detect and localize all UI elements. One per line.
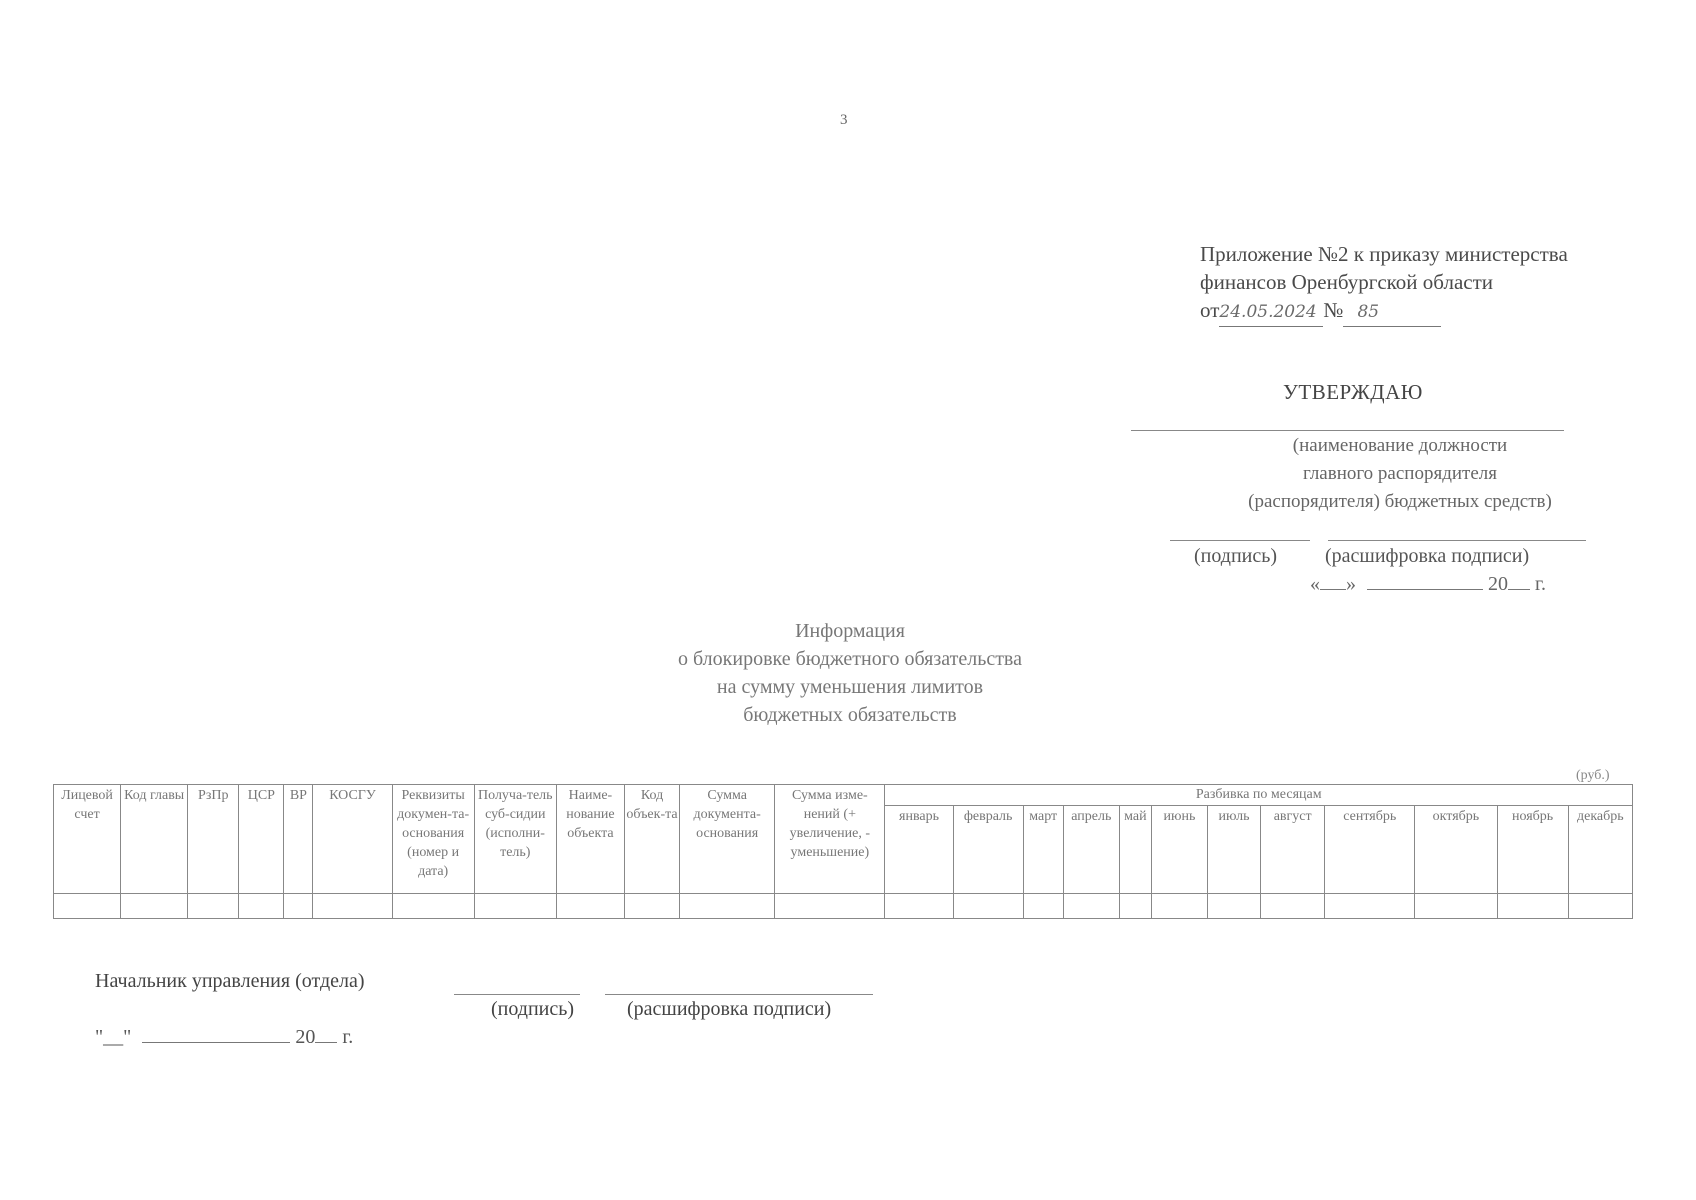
approval-date-suffix: г. bbox=[1535, 573, 1546, 595]
col-header-object-code: Код объек-та bbox=[624, 785, 679, 894]
approval-signature-decode-line bbox=[1328, 540, 1586, 541]
col-header-month: октябрь bbox=[1415, 806, 1497, 894]
approval-position-caption bbox=[1200, 432, 1600, 516]
table-cell bbox=[1261, 894, 1325, 919]
footer-date-quote: "__" bbox=[95, 1026, 132, 1048]
footer-year-blank bbox=[315, 1042, 337, 1043]
col-header-month: июль bbox=[1208, 806, 1261, 894]
document-title-line-1: Информация bbox=[795, 620, 905, 642]
approval-title: УТВЕРЖДАЮ bbox=[1283, 380, 1423, 404]
approval-month-blank bbox=[1367, 589, 1483, 590]
col-header-month: февраль bbox=[953, 806, 1023, 894]
table-cell bbox=[54, 894, 121, 919]
appendix-date-handwritten: 24.05.2024 bbox=[1219, 298, 1323, 327]
col-header-month: март bbox=[1023, 806, 1063, 894]
footer-signature-decode-label: (расшифровка подписи) bbox=[627, 998, 832, 1020]
footer-signature-label: (подпись) bbox=[491, 998, 575, 1020]
col-header-month: май bbox=[1119, 806, 1151, 894]
table-cell bbox=[953, 894, 1023, 919]
table-cell bbox=[1415, 894, 1497, 919]
appendix-date-line bbox=[1200, 296, 1568, 327]
col-header-vr: ВР bbox=[284, 785, 313, 894]
appendix-number-handwritten: 85 bbox=[1343, 298, 1441, 327]
table-cell bbox=[1023, 894, 1063, 919]
table-cell bbox=[1568, 894, 1632, 919]
table-cell bbox=[284, 894, 313, 919]
col-header-month: август bbox=[1261, 806, 1325, 894]
approval-date-open: « bbox=[1310, 573, 1320, 595]
table-header-row bbox=[54, 785, 1633, 806]
table-cell bbox=[121, 894, 188, 919]
table-cell bbox=[1151, 894, 1207, 919]
appendix-line-2: финансов Оренбургской области bbox=[1200, 270, 1493, 294]
table-cell bbox=[1325, 894, 1415, 919]
table-cell bbox=[239, 894, 284, 919]
table-cell bbox=[474, 894, 556, 919]
approval-signature-line bbox=[1170, 540, 1310, 541]
col-header-rzpr: РзПр bbox=[188, 785, 239, 894]
table-cell bbox=[1063, 894, 1119, 919]
footer-date-suffix: г. bbox=[342, 1026, 354, 1048]
document-title-line-3: на сумму уменьшения лимитов bbox=[716, 676, 984, 698]
approval-date bbox=[1310, 573, 1546, 596]
col-header-kosgu: КОСГУ bbox=[313, 785, 392, 894]
col-header-change-sum: Сумма изме-нений (+ увеличение, - уменьшение) bbox=[775, 785, 885, 894]
col-header-month: сентябрь bbox=[1325, 806, 1415, 894]
blocking-info-table bbox=[53, 784, 1633, 919]
approval-day-blank bbox=[1320, 589, 1346, 590]
col-header-account: Лицевой счет bbox=[54, 785, 121, 894]
table-cell bbox=[392, 894, 474, 919]
approval-date-year: 20 bbox=[1488, 573, 1508, 595]
approval-date-close: » bbox=[1346, 573, 1356, 595]
col-header-document-sum: Сумма документа-основания bbox=[680, 785, 775, 894]
document-title bbox=[600, 617, 1100, 729]
footer-date bbox=[95, 1026, 353, 1049]
approval-caption-line-1: (наименование должности bbox=[1292, 435, 1508, 456]
approval-position-line bbox=[1131, 430, 1564, 431]
approval-caption-line-2: главного распорядителя bbox=[1302, 463, 1498, 484]
table-cell bbox=[775, 894, 885, 919]
footer-month-blank bbox=[142, 1042, 290, 1043]
col-header-month-group: Разбивка по месяцам bbox=[885, 785, 1633, 806]
col-header-month: декабрь bbox=[1568, 806, 1632, 894]
col-header-csr: ЦСР bbox=[239, 785, 284, 894]
table-cell bbox=[1208, 894, 1261, 919]
document-title-line-2: о блокировке бюджетного обязательства bbox=[677, 648, 1022, 670]
appendix-block bbox=[1200, 240, 1568, 327]
table-cell bbox=[885, 894, 953, 919]
document-title-line-4: бюджетных обязательств bbox=[743, 704, 957, 726]
unit-label: (руб.) bbox=[1576, 768, 1610, 783]
col-header-month: ноябрь bbox=[1497, 806, 1568, 894]
col-header-month: январь bbox=[885, 806, 953, 894]
table-cell bbox=[313, 894, 392, 919]
approval-signature-decode-label: (расшифровка подписи) bbox=[1325, 545, 1530, 567]
table-cell bbox=[556, 894, 624, 919]
appendix-line-1: Приложение №2 к приказу министерства bbox=[1200, 242, 1568, 266]
table-cell bbox=[1119, 894, 1151, 919]
approval-year-blank bbox=[1508, 589, 1530, 590]
table-cell bbox=[1497, 894, 1568, 919]
page-number: 3 bbox=[840, 112, 848, 128]
appendix-number-prefix: № bbox=[1323, 298, 1344, 322]
footer-head-title: Начальник управления (отдела) bbox=[95, 970, 365, 992]
col-header-chapter-code: Код главы bbox=[121, 785, 188, 894]
approval-signature-label: (подпись) bbox=[1194, 545, 1278, 567]
table-row bbox=[54, 894, 1633, 919]
table-cell bbox=[680, 894, 775, 919]
table-cell bbox=[188, 894, 239, 919]
col-header-basis-document: Реквизиты докумен-та-основания (номер и дата) bbox=[392, 785, 474, 894]
col-header-subsidy-recipient: Получа-тель суб-сидии (исполни-тель) bbox=[474, 785, 556, 894]
col-header-month: июнь bbox=[1151, 806, 1207, 894]
appendix-date-prefix: от bbox=[1200, 298, 1220, 322]
col-header-object-name: Наиме-нование объекта bbox=[556, 785, 624, 894]
footer-date-year: 20 bbox=[295, 1026, 316, 1048]
approval-caption-line-3: (распорядителя) бюджетных средств) bbox=[1248, 491, 1552, 512]
footer-signature-line bbox=[454, 994, 580, 995]
table-cell bbox=[624, 894, 679, 919]
col-header-month: апрель bbox=[1063, 806, 1119, 894]
footer-signature-decode-line bbox=[605, 994, 873, 995]
